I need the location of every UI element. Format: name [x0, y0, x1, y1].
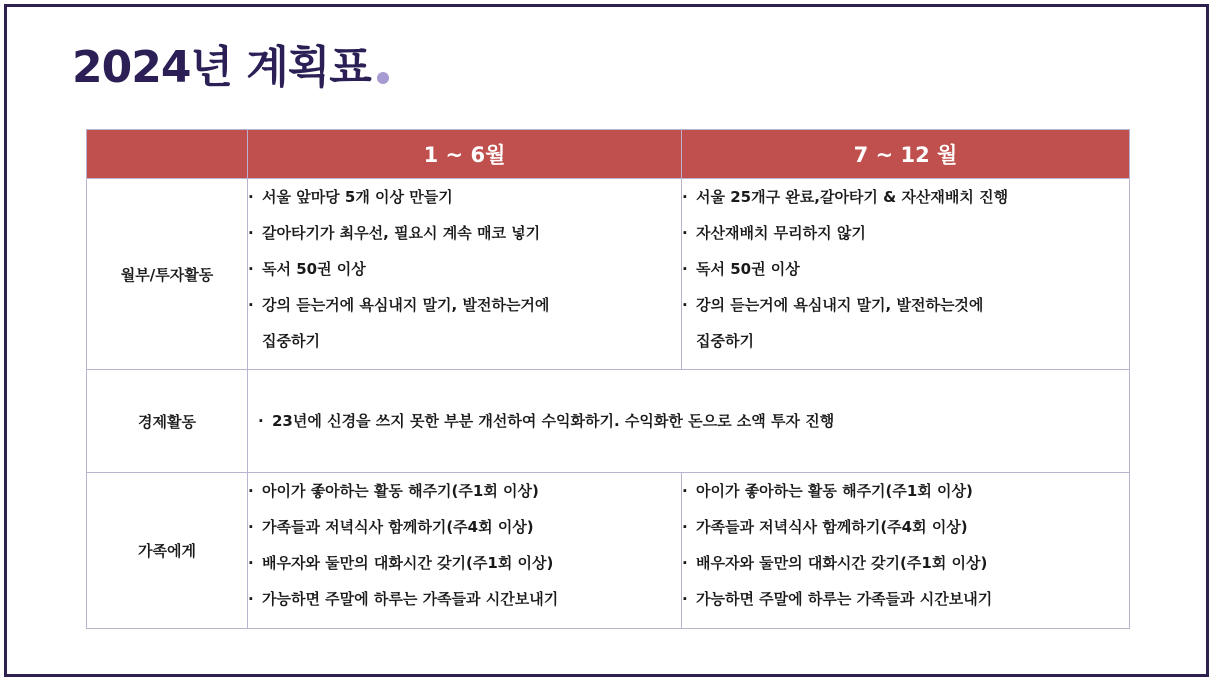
list-item-text: 집중하기	[262, 332, 320, 350]
list-item	[682, 473, 1129, 509]
cell-economic-full	[248, 370, 1130, 473]
list-item-text: 갈아타기가 최우선, 필요시 계속 매코 넣기	[262, 224, 541, 242]
bullet: ·	[682, 482, 688, 500]
list-item	[682, 545, 1129, 581]
row-label-investment: 월부/투자활동	[87, 179, 248, 370]
cell-family-second-half	[682, 473, 1130, 629]
table-header-row	[87, 130, 1130, 179]
list-item	[682, 215, 1129, 251]
table-row-investment	[87, 179, 1130, 370]
title-dot	[377, 72, 389, 84]
bullet: ·	[682, 260, 688, 278]
list-item-text: 가능하면 주말에 하루는 가족들과 시간보내기	[262, 590, 559, 608]
list-item-text: 가능하면 주말에 하루는 가족들과 시간보내기	[696, 590, 993, 608]
bullet: ·	[682, 224, 688, 242]
bullet: ·	[258, 412, 264, 430]
list-item-text: 23년에 신경을 쓰지 못한 부분 개선하여 수익화하기. 수익화한 돈으로 소액 투자 진행	[272, 412, 835, 430]
bullet: ·	[682, 296, 688, 314]
list-item	[682, 581, 1129, 617]
header-first-half: 1 ~ 6월	[248, 130, 682, 179]
list-item-text: 강의 듣는거에 욕심내지 말기, 발전하는거에	[262, 296, 550, 314]
bullet: ·	[248, 554, 254, 572]
list-item-text: 아이가 좋아하는 활동 해주기(주1회 이상)	[696, 482, 973, 500]
list-item-text: 자산재배치 무리하지 않기	[696, 224, 866, 242]
list-item	[248, 179, 681, 215]
header-empty-cell	[87, 130, 248, 179]
list-item	[682, 251, 1129, 287]
bullet: ·	[682, 590, 688, 608]
page-title-text: 2024년 계획표	[72, 42, 371, 93]
list-item	[682, 287, 1129, 323]
bullet: ·	[248, 188, 254, 206]
bullet: ·	[682, 518, 688, 536]
list-item-continuation	[682, 323, 1129, 359]
list-item	[248, 287, 681, 323]
list-item	[248, 215, 681, 251]
bullet: ·	[682, 554, 688, 572]
bullet: ·	[248, 518, 254, 536]
list-item	[682, 509, 1129, 545]
list-item-text: 강의 듣는거에 욕심내지 말기, 발전하는것에	[696, 296, 984, 314]
row-label-economic: 경제활동	[87, 370, 248, 473]
cell-investment-second-half	[682, 179, 1130, 370]
list-item-text: 가족들과 저녁식사 함께하기(주4회 이상)	[696, 518, 968, 536]
bullet: ·	[248, 482, 254, 500]
bullet: ·	[248, 296, 254, 314]
page-title	[72, 38, 389, 98]
list-item-text: 배우자와 둘만의 대화시간 갖기(주1회 이상)	[262, 554, 554, 572]
list-item	[682, 179, 1129, 215]
list-item	[248, 251, 681, 287]
list-item-text: 서울 25개구 완료,갈아타기 & 자산재배치 진행	[696, 188, 1009, 206]
list-item-text: 집중하기	[696, 332, 754, 350]
list-item-text: 독서 50권 이상	[262, 260, 366, 278]
list-item	[248, 545, 681, 581]
table-row-economic	[87, 370, 1130, 473]
bullet: ·	[682, 188, 688, 206]
list-item	[248, 509, 681, 545]
list-item	[248, 581, 681, 617]
cell-investment-first-half	[248, 179, 682, 370]
plan-table	[86, 129, 1130, 629]
list-item-text: 아이가 좋아하는 활동 해주기(주1회 이상)	[262, 482, 539, 500]
list-item	[258, 403, 1129, 439]
list-item-text: 서울 앞마당 5개 이상 만들기	[262, 188, 453, 206]
table-row-family	[87, 473, 1130, 629]
header-second-half: 7 ~ 12 월	[682, 130, 1130, 179]
list-item-text: 배우자와 둘만의 대화시간 갖기(주1회 이상)	[696, 554, 988, 572]
bullet: ·	[248, 590, 254, 608]
cell-family-first-half	[248, 473, 682, 629]
bullet: ·	[248, 224, 254, 242]
row-label-family: 가족에게	[87, 473, 248, 629]
list-item-text: 가족들과 저녁식사 함께하기(주4회 이상)	[262, 518, 534, 536]
list-item-text: 독서 50권 이상	[696, 260, 800, 278]
bullet: ·	[248, 260, 254, 278]
list-item	[248, 473, 681, 509]
list-item-continuation	[248, 323, 681, 359]
